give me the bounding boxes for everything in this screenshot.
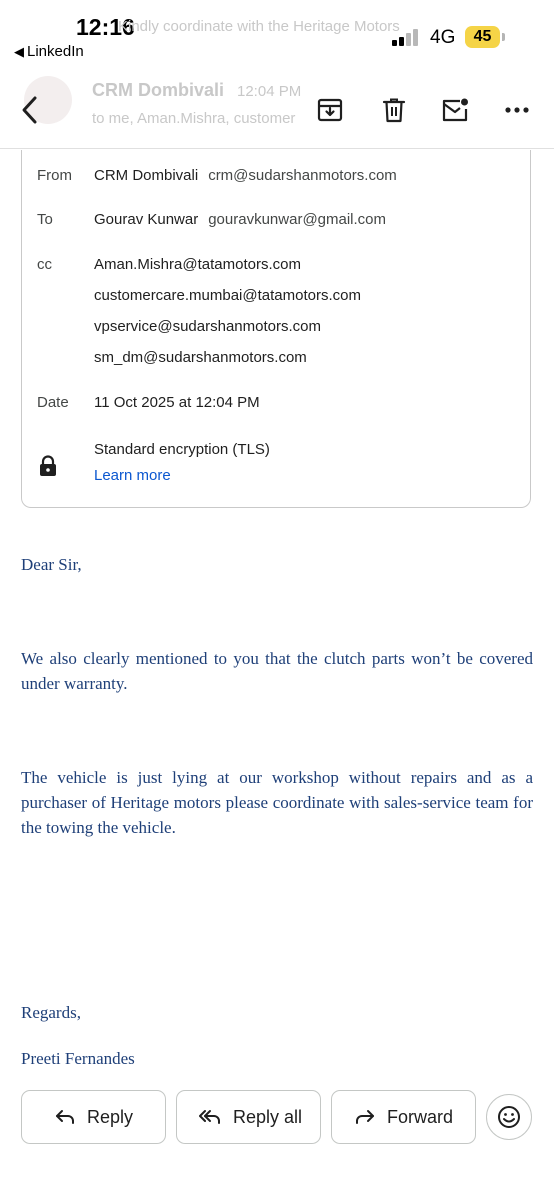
- back-button[interactable]: [12, 92, 48, 128]
- reply-button[interactable]: [21, 1090, 166, 1144]
- cc-email[interactable]: vpservice@sudarshanmotors.com: [94, 318, 321, 335]
- date-value: 11 Oct 2025 at 12:04 PM: [94, 394, 260, 411]
- more-options-button[interactable]: [499, 92, 535, 128]
- reply-all-icon: [199, 1109, 221, 1125]
- back-arrow-icon: [18, 95, 42, 125]
- battery-indicator: 45: [465, 26, 500, 48]
- delete-button[interactable]: [376, 92, 412, 128]
- from-email[interactable]: crm@sudarshanmotors.com: [208, 167, 397, 184]
- message-toolbar: [0, 80, 554, 144]
- forward-icon: [355, 1109, 375, 1125]
- cc-label: cc: [37, 256, 52, 273]
- learn-more-link[interactable]: Learn more: [94, 467, 171, 484]
- trash-icon: [382, 97, 406, 123]
- message-details-card: [21, 150, 531, 508]
- more-icon: [505, 106, 529, 114]
- to-value: [94, 211, 386, 228]
- ghost-sender-name: CRM Dombivali: [92, 80, 225, 100]
- reply-all-label: Reply all: [233, 1106, 303, 1127]
- battery-tip: [502, 33, 505, 41]
- date-label: Date: [37, 394, 69, 411]
- forward-button[interactable]: [331, 1090, 476, 1144]
- cc-email[interactable]: customercare.mumbai@tatamotors.com: [94, 287, 361, 304]
- toolbar-divider: [0, 148, 554, 149]
- from-value: [94, 167, 397, 184]
- to-email[interactable]: gouravkunwar@gmail.com: [208, 211, 387, 228]
- body-signature: Preeti Fernandes: [21, 1049, 135, 1068]
- network-type: 4G: [430, 27, 456, 48]
- reply-all-button[interactable]: [176, 1090, 321, 1144]
- from-label: From: [37, 167, 72, 184]
- cc-email[interactable]: Aman.Mishra@tatamotors.com: [94, 256, 301, 273]
- body-paragraph: We also clearly mentioned to you that the clutch parts won’t be covered under warranty.: [21, 649, 533, 693]
- forward-label: Forward: [387, 1106, 454, 1127]
- back-chevron-icon: ◀: [14, 44, 24, 59]
- encryption-status: Standard encryption (TLS): [94, 441, 270, 458]
- to-name: Gourav Kunwar: [94, 211, 199, 228]
- reply-label: Reply: [87, 1106, 134, 1127]
- emoji-reaction-button[interactable]: [486, 1094, 532, 1140]
- back-app-label: LinkedIn: [27, 43, 84, 60]
- status-time: 12:16: [76, 14, 135, 40]
- ghost-sent-time: 12:04 PM: [237, 83, 302, 100]
- ghost-recipients: to me, Aman.Mishra, customer: [92, 110, 296, 127]
- from-name: CRM Dombivali: [94, 167, 199, 184]
- previous-message-snippet: Kindly coordinate with the Heritage Motors: [118, 18, 400, 35]
- mark-unread-button[interactable]: [437, 92, 473, 128]
- smiley-icon: [497, 1105, 521, 1129]
- archive-icon: [317, 97, 343, 123]
- lock-icon: [38, 455, 58, 482]
- reply-icon: [55, 1109, 75, 1125]
- body-regards: Regards,: [21, 1003, 81, 1022]
- archive-button[interactable]: [312, 92, 348, 128]
- body-greeting: Dear Sir,: [21, 555, 82, 574]
- mark-unread-icon: [441, 97, 469, 123]
- to-label: To: [37, 211, 53, 228]
- body-paragraph: The vehicle is just lying at our workshop without repairs and as a purchaser of Heritage motors please coordinate with sales-service team for the towing the vehicle.: [21, 768, 533, 837]
- cc-email[interactable]: sm_dm@sudarshanmotors.com: [94, 349, 307, 366]
- back-to-app-link[interactable]: [14, 43, 84, 60]
